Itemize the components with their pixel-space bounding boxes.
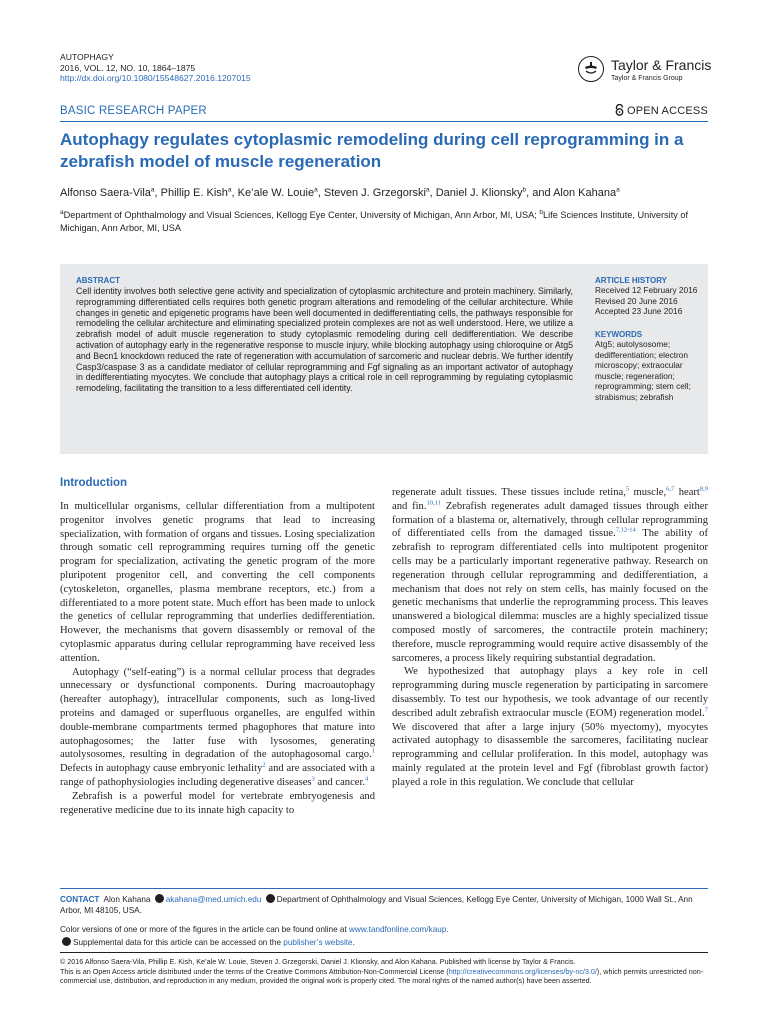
open-access-badge — [615, 104, 708, 119]
title-line-2: zebrafish model of muscle regeneration — [60, 152, 382, 171]
paragraph: We hypothesized that autophagy plays a key role in cell reprogramming during muscle regeneration by participating in sarcomere disassembly. To test our hypothesis, we took advantage of our recently described adult zebrafish extraocular muscle (EOM) regeneration model.$^7$ We discovered that after a large injury (50% myectomy), myocytes activated autophagy to disassemble the sarcomeres, facilitating nuclear reprogramming and cellular proliferation. In this model, autophagy was mainly regulated at the protein level and Fgf (fibroblast growth factor) played a role in this regulation. We conclude that cellular — [392, 666, 708, 788]
article-history — [595, 276, 705, 317]
supplemental-icon — [62, 937, 71, 946]
copyright-block — [60, 957, 708, 986]
title-line-1: Autophagy regulates cytoplasmic remodeling during cell reprogramming in a — [60, 130, 684, 149]
address-icon — [266, 894, 275, 903]
contact-name: Alon Kahana — [103, 895, 151, 904]
keywords — [595, 330, 705, 403]
author-list: Alfonso Saera-Vila$^a$, Phillip E. Kish$^a$, Ke’ale W. Louie$^a$, Steven J. Grzegorski$^a$, Daniel J. Klionsky$^b$, and Alon Kahana$^a$ — [60, 186, 620, 199]
abstract-label: ABSTRACT — [76, 276, 120, 285]
taylor-francis-logo-icon — [578, 56, 604, 82]
supplemental-note: Supplemental data for this article can be accessed on the publisher’s website. — [60, 937, 708, 948]
left-column — [60, 500, 375, 817]
abstract-text: Cell identity involves both selective gene activity and specialization of cytoplasmic architecture and protein machinery. Similarly, reprogramming differentiated cells requires both genetic program alterations and remodeling of the cellular architecture. While changes in genetic and epigenetic programs have been well documented in dedifferentiating cells, the pathways responsible for remodeling the cellular architecture and eliminating specialized protein complexes are not as well understood. Here, we utilize a zebrafish model of adult muscle regeneration to study cytoplasmic remodeling during cell dedifferentiation. We describe activation of autophagy early in the regenerative response to muscle injury, while blocking autophagy using chloroquine or Atg5 and Becn1 knockdown reduced the rate of regeneration with accumulation of sarcomeric and nuclear debris. We further identify Casp3/caspase 3 as a candidate mediator of cellular reprogramming and Fgf signaling as an important activator of autophagy in dedifferentiating myocytes. We conclude that autophagy plays a critical role in cell reprogramming by regulating cytoplasmic remodeling, facilitating the transition to a less differentiated cell identity. — [76, 286, 573, 394]
license-link[interactable]: http://creativecommons.org/licenses/by-nc/3.0/ — [448, 966, 597, 976]
author: and Alon Kahana — [532, 187, 617, 199]
publisher-website-link[interactable]: publisher’s website — [283, 938, 353, 947]
paragraph: In multicellular organisms, cellular differentiation from a multipotent progenitor involves genetic programs that lead to increasing specialization, with formation of organs and tissues. Losing specialization through somatic cell reprogramming requires turning off the genetic program for specialization, activating the genetic program of the more pluripotent progenitor cell, and converting the cell components (cytoskeleton, organelles, plasma membrane receptors, etc.) from a differentiated to a more potent state. Much effort has been made to unlock the genetics of cellular reprogramming that underlies dedifferentiation. However, the mechanisms that govern disassembly or removal of the cytoplasmic apparatus during cellular reprogramming have received less attention. — [60, 501, 375, 664]
paragraph: Zebrafish is a powerful model for vertebrate embryogenesis and regenerative medicine due to its innate high capacity to — [60, 790, 375, 816]
keywords-label: KEYWORDS — [595, 330, 643, 339]
section-heading-introduction: Introduction — [60, 477, 128, 489]
affiliation-a: Department of Ophthalmology and Visual Sciences, Kellogg Eye Center, University of Michigan, Ann Arbor, MI, USA; — [63, 210, 540, 220]
author: Daniel J. Klionsky — [435, 187, 523, 199]
contact-email[interactable]: akahana@med.umich.edu — [165, 895, 262, 904]
doi-link[interactable]: http://dx.doi.org/10.1080/15548627.2016.1207015 — [60, 73, 251, 84]
footer-rule — [60, 888, 708, 889]
email-icon — [155, 894, 164, 903]
tandfonline-link[interactable]: www.tandfonline.com/kaup — [349, 925, 447, 934]
journal-name: AUTOPHAGY — [60, 52, 114, 62]
affiliations: $^a$Department of Ophthalmology and Visual Sciences, Kellogg Eye Center, University of Michigan, Ann Arbor, MI, USA; $^b$Life Sciences Institute, University of Michigan, Ann Arbor, MI, USA — [60, 208, 689, 233]
contact-label: CONTACT — [60, 895, 100, 904]
license-text: This is an Open Access article distributed under the terms of the Creative Commons Attribution-Non-Commercial License (http://creativecommons.org/licenses/by-nc/3.0/), which permits unrestricted non-commercial use, distribution, and reproduction in any medium, provided the original work is properly cited. The moral rights of the named author(s) have been asserted. — [60, 966, 704, 986]
journal-header — [60, 52, 251, 84]
paragraph: Autophagy (“self-eating”) is a normal cellular process that degrades unnecessary or dysfunctional components. During macroautophagy (hereafter autophagy), intracellular components, such as long-lived proteins and damaged or superfluous organelles, are engulfed within double-membrane compartments termed phagophores that mature into autophagosomes; the latter fuse with lysosomes, generating autolysosomes, resulting in degradation of the autophagosomal cargo.$^1$ Defects in autophagy cause embryonic lethality$^2$ and are associated with a range of pathophysiologies including degenerative diseases$^3$ and cancer.$^4$ — [60, 666, 375, 788]
color-note: Color versions of one or more of the figures in the article can be found online at www.tandfonline.com/kaup. — [60, 925, 449, 934]
open-access-lock-icon — [615, 104, 624, 119]
received-date: Received 12 February 2016 — [595, 285, 698, 295]
publisher-logo — [578, 54, 712, 86]
contact-block — [60, 894, 708, 916]
author: Steven J. Grzegorski — [323, 187, 426, 199]
copyright-text: © 2016 Alfonso Saera-Vila, Phillip E. Kish, Ke’ale W. Louie, Steven J. Grzegorski, Daniel J. Klionsky, and Alon Kahana. Published with license by Taylor & Francis. — [60, 957, 576, 966]
accepted-date: Accepted 23 June 2016 — [595, 306, 683, 317]
contact-address: Department of Ophthalmology and Visual Sciences, Kellogg Eye Center, University of Michigan, 1000 Wall St., Ann Arbor, MI 48105, USA. — [60, 895, 693, 916]
header-rule — [60, 121, 708, 122]
publisher-name: Taylor & Francis — [611, 57, 712, 73]
journal-citation: 2016, VOL. 12, NO. 10, 1864–1875 — [60, 62, 196, 73]
author: Phillip E. Kish — [160, 187, 228, 199]
article-history-label: ARTICLE HISTORY — [595, 276, 668, 285]
article-title — [60, 129, 700, 173]
paragraph: regenerate adult tissues. These tissues include retina,$^5$ muscle,$^{6,7}$ heart$^{8,9}$ and fin.$^{10,11}$ Zebrafish regenerates adult damaged tissues through either formation of a blastema or, alternatively, through cellular reprogramming of differentiated cells from the damaged tissue.$^{7,12-14}$ The ability of zebrafish to reprogram differentiated cells into multipotent progenitor cells may be a particularly important regenerative pathway. Research on regeneration through cellular reprogramming and dedifferentiation, a mechanism that does not rely on stem cells, has mainly focused on the genetic mechanisms that underlie the reprogramming process. This leaves unanswered a biological dilemma: muscles are a highly specialized tissue composed mostly of sarcomeres, the contractile protein machinery; therefore, muscle reprogramming would require active disassembly of the sarcomeres, a process likely requiring substantial degradation. — [392, 485, 708, 664]
open-access-label: OPEN ACCESS — [626, 105, 708, 117]
right-column — [392, 486, 708, 790]
revised-date: Revised 20 June 2016 — [595, 295, 678, 306]
section-type: BASIC RESEARCH PAPER — [60, 105, 207, 117]
affiliation-b: Life Sciences Institute, University of Michigan, Ann Arbor, MI, USA — [60, 210, 689, 233]
author: Alfonso Saera-Vila — [60, 187, 151, 199]
keywords-text: Atg5; autolysosome; dedifferentiation; electron microscopy; extraocular muscle; regeneration; reprogramming; stem cell; strabismus; zebrafish — [595, 339, 691, 402]
publisher-group: Taylor & Francis Group — [611, 75, 683, 82]
copyright-rule — [60, 952, 708, 953]
author: Ke’ale W. Louie — [237, 187, 315, 199]
